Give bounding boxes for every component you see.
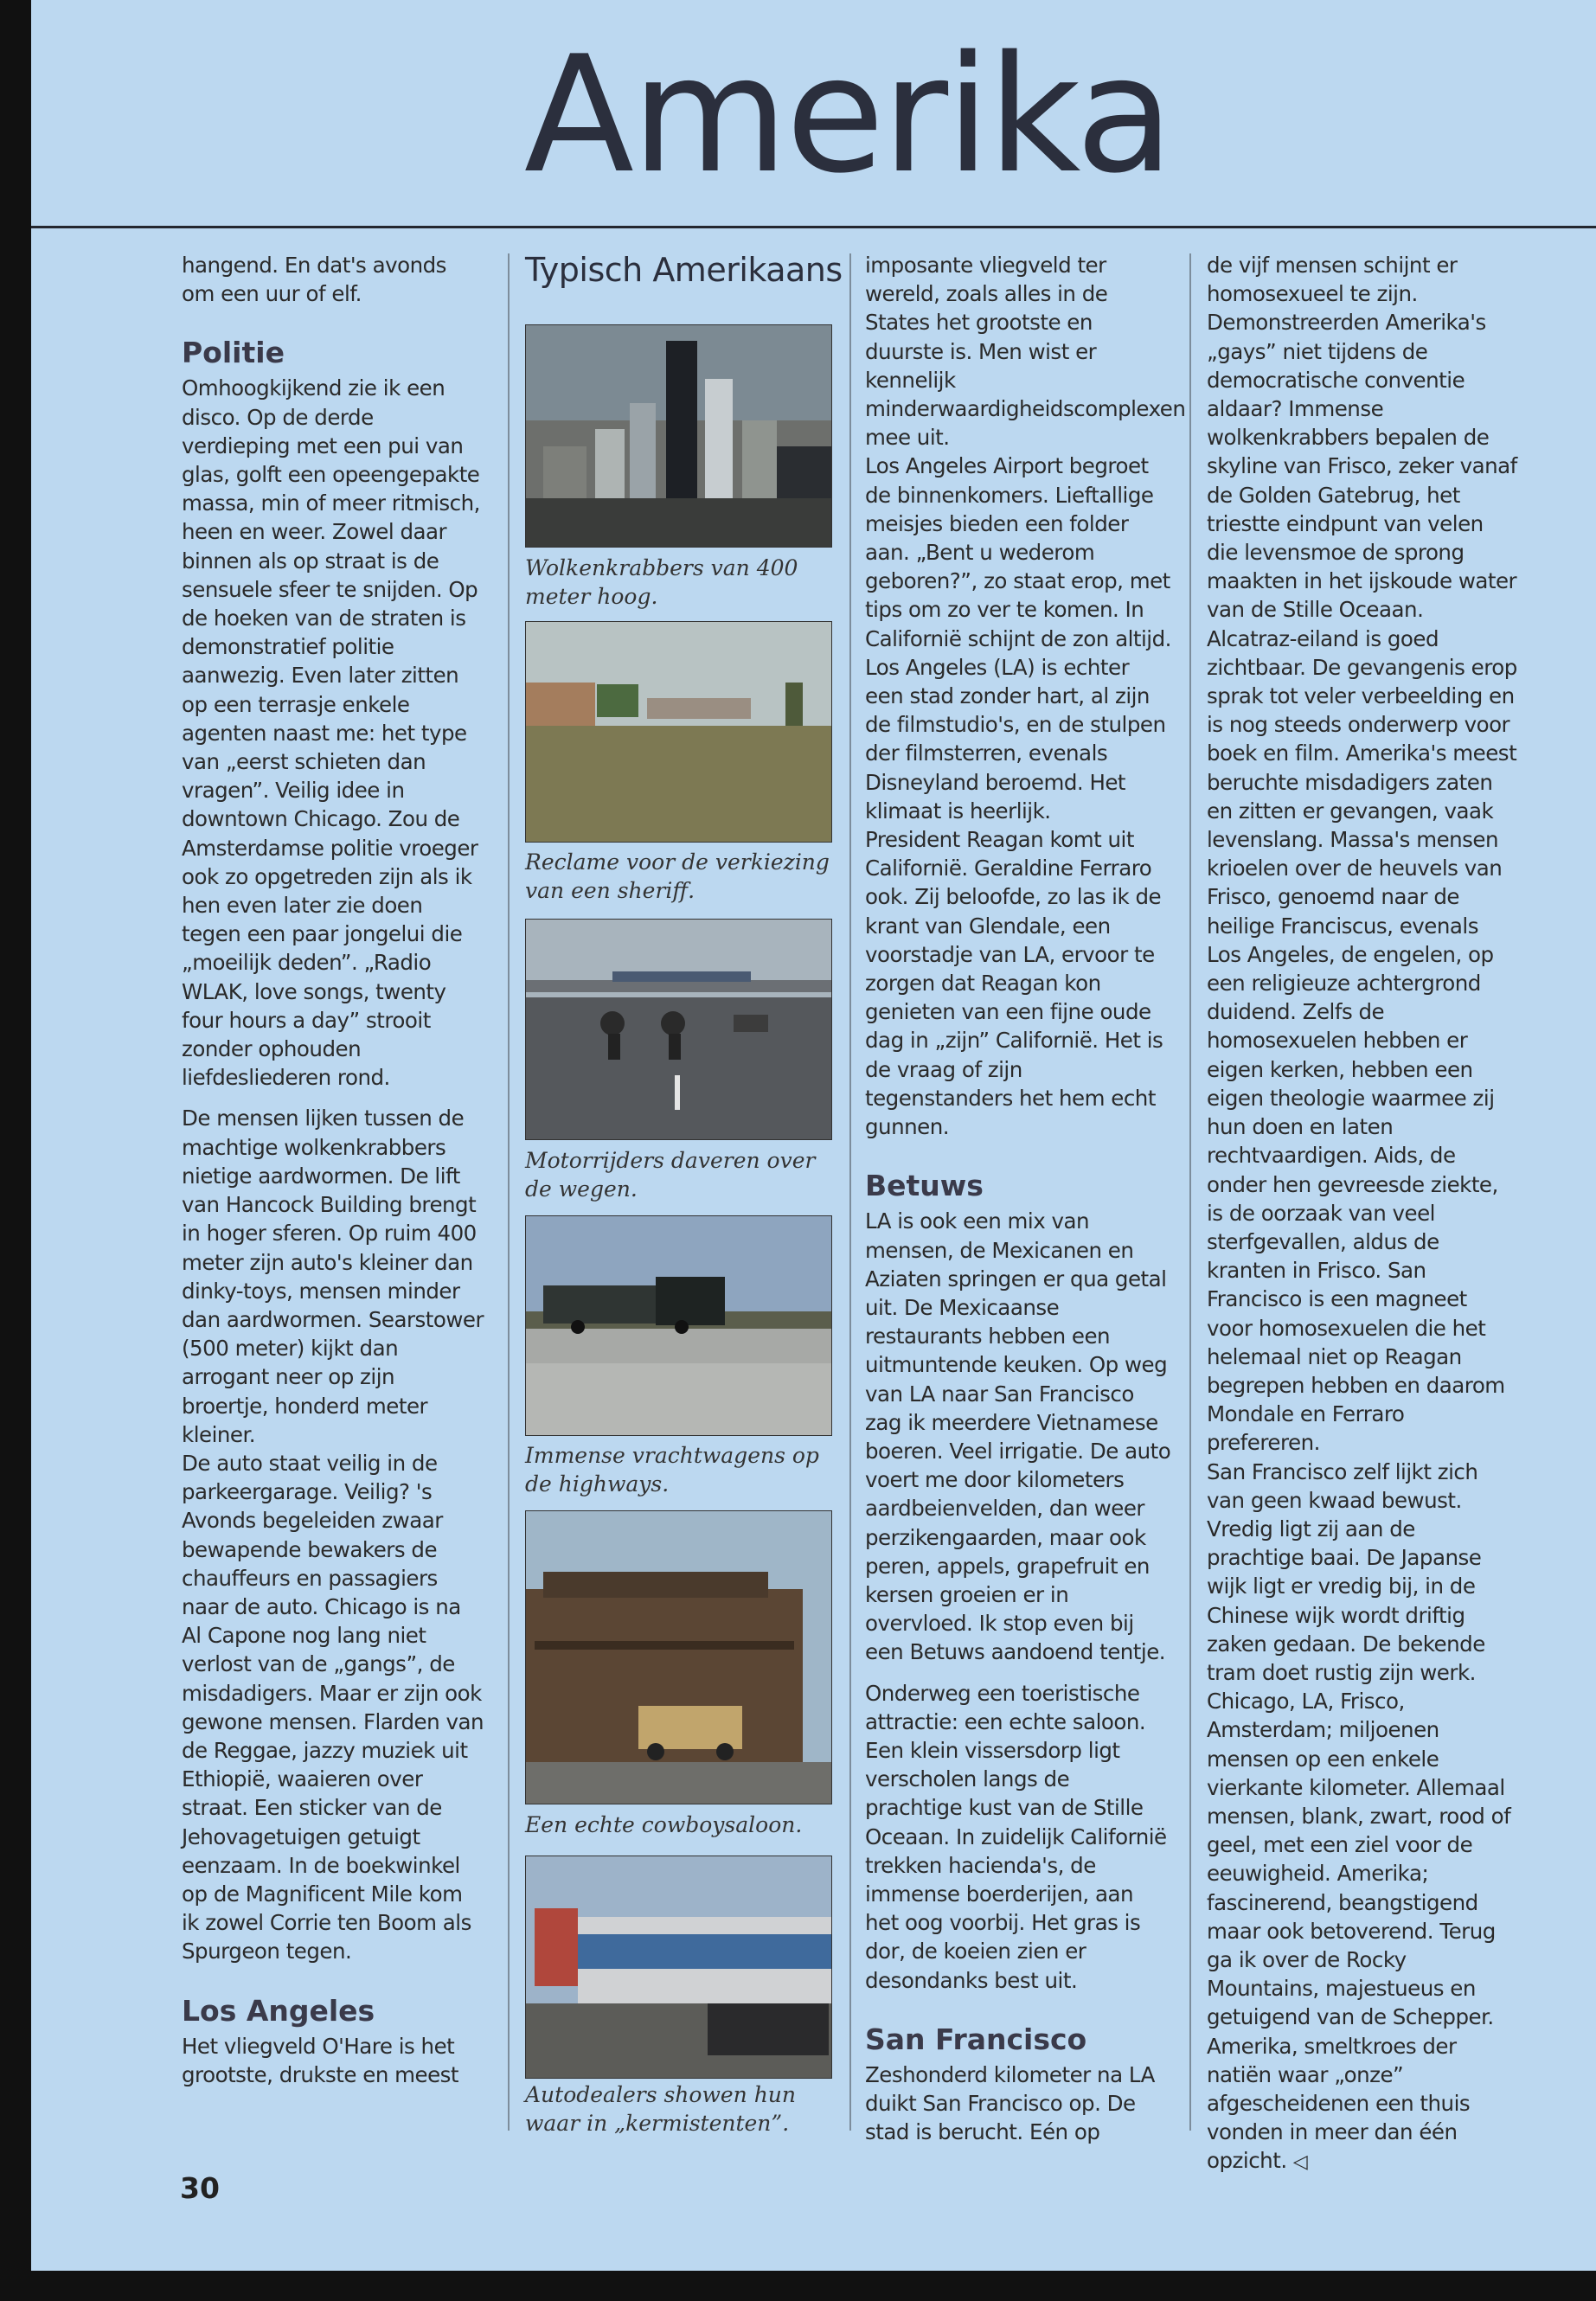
col3-paragraph-3: President Reagan komt uit Californië. Geraldine Ferraro ook. Zij beloofde, zo las ik de krant van Glendale, een voorstadje van LA, ervoor te zorgen dat Reagan kon genieten van een fijne oude dag in „zijn” Californië. Het is de vraag of zijn tegenstanders het hem echt gunnen. xyxy=(865,827,1163,1140)
photo-skyscrapers xyxy=(525,324,832,548)
col4-paragraph-2 xyxy=(1207,1458,1518,2177)
title-rule xyxy=(31,226,1596,228)
col1-paragraph-2: Omhoogkijkend zie ik een disco. Op de derde verdieping met een pui van glas, golft een opeengepakte massa, min of meer ritmisch, heen en weer. Zowel daar binnen als op straat is de sensuele sfeer te snijden. Op de hoeken van de straten is demonstratief politie aanwezig. Even later zitten op een terrasje enkele agenten naast me: het type van „eerst schieten dan vragen”. Veilig idee in downtown Chicago. Zou de Amsterdamse politie vroeger ook zo opgetreden zijn als ik hen even later zie doen tegen een paar jongelui die „moeilijk deden”. „Radio WLAK, love songs, twenty four hours a day” strooit zonder ophouden liefdesliederen rond. xyxy=(182,375,480,1091)
col4-paragraph-1: de vijf mensen schijnt er homosexueel te zijn. Demonstreerden Amerika's „gays” niet tijdens de democratische conventie aldaar? Immense wolkenkrabbers bepalen de skyline van Frisco, zeker vanaf de Golden Gatebrug, het triestte eindpunt van velen die levensmoe de sprong maakten in het ijskoude water van de Stille Oceaan. Alcatraz-eiland is goed zichtbaar. De gevangenis erop sprak tot veler verbeelding en is nog steeds onderwerp voor boek en film. Amerika's meest beruchte misdadigers zaten en zitten er gevangen, vaak levenslang. Massa's mensen krioelen over de heuvels van Frisco, genoemd naar de heilige Franciscus, evenals Los Angeles, de engelen, op een religieuze achtergrond duidend. Zelfs de homosexuelen hebben er eigen kerken, hebben een eigen theologie waarmee zij hun doen en laten rechtvaardigen. Aids, de onder hen gevreesde ziekte, is de oorzaak van veel sterfgevallen, aldus de kranten in Frisco. San Francisco is een magneet voor homosexuelen die het helemaal niet op Reagan begrepen hebben en daarom Mondale en Ferraro prefereren. xyxy=(1207,253,1517,1456)
trucks-image xyxy=(526,1216,832,1436)
motorcyclists-image xyxy=(526,920,832,1140)
scan-left-border xyxy=(0,0,31,2301)
heading-los-angeles: Los Angeles xyxy=(182,1993,375,2028)
caption-1: Wolkenkrabbers van 400 meter hoog. xyxy=(525,555,798,609)
skyscrapers-image xyxy=(526,325,832,548)
billboard-image xyxy=(526,622,832,843)
page-title: Amerika xyxy=(523,21,1172,208)
col4-paragraph-2-text: San Francisco zelf lijkt zich van geen kwaad bewust. Vredig ligt zij aan de prachtige baai. De Japanse wijk ligt er vredig bij, in de Chinese wijk wordt driftig zaken gedaan. De bekende tram doet rustig zijn werk. Chicago, LA, Frisco, Amsterdam; miljoenen mensen op een enkele vierkante kilometer. Allemaal mensen, blank, zwart, rood of geel, met een ziel voor de eeuwigheid. Amerika; fascinerend, beangstigend maar ook betoverend. Terug ga ik over de Rocky Mountains, majestueus en getuigend van de Schepper. Amerika, smeltkroes der natiën waar „onze” afgescheidenen een thuis vonden in meer dan één opzicht. xyxy=(1207,1458,1511,2174)
section-heading-typisch-amerikaans: Typisch Amerikaans xyxy=(525,251,843,289)
col1-paragraph-3: De mensen lijken tussen de machtige wolkenkrabbers nietige aardwormen. De lift van Hancock Building brengt in hoger sferen. Op ruim 400 meter zijn auto's kleiner dan dinky-toys, mensen minder dan aardwormen. Searstower (500 meter) kijkt dan arrogant neer op zijn broertje, honderd meter kleiner. xyxy=(182,1106,484,1447)
car-dealer-image xyxy=(526,1856,832,2079)
photo-motorcyclists xyxy=(525,919,832,1140)
photo-car-dealer xyxy=(525,1856,832,2079)
caption-4: Immense vrachtwagens op de highways. xyxy=(525,1443,819,1497)
photo-saloon xyxy=(525,1510,832,1804)
saloon-image xyxy=(526,1511,832,1804)
caption-2: Reclame voor de verkiezing van een sheriff. xyxy=(525,849,830,903)
page-number: 30 xyxy=(180,2171,220,2205)
heading-san-francisco: San Francisco xyxy=(865,2022,1087,2056)
col1-paragraph-5: Het vliegveld O'Hare is het grootste, drukste en meest xyxy=(182,2033,459,2087)
column-divider xyxy=(849,253,851,2131)
caption-3: Motorrijders daveren over de wegen. xyxy=(525,1148,816,1202)
col1-paragraph-4: De auto staat veilig in de parkeergarage. Veilig? 's Avonds begeleiden zwaar bewapende bewakers de chauffeurs en passagiers naar de auto. Chicago is na Al Capone nog lang niet verlost van de „gangs”, de misdadigers. Maar er zijn ook gewone mensen. Flarden van de Reggae, jazzy muziek uit Ethiopië, waaieren over straat. Een sticker van de Jehovagetuigen getuigt eenzaam. In de boekwinkel op de Magnificent Mile kom ik zowel Corrie ten Boom als Spurgeon tegen. xyxy=(182,1450,484,1965)
col3-paragraph-2: Los Angeles Airport begroet de binnenkomers. Lieftallige meisjes bieden een folder aan. „Bent u wederom geboren?”, zo staat erop, met tips om zo ver te komen. In Californië schijnt de zon altijd. Los Angeles (LA) is echter een stad zonder hart, al zijn de filmstudio's, en de stulpen der filmsterren, evenals Disneyland beroemd. Het klimaat is heerlijk. xyxy=(865,453,1171,824)
column-divider xyxy=(1189,253,1191,2131)
column-3 xyxy=(865,251,1186,2146)
scan-bottom-border xyxy=(0,2271,1596,2301)
column-1 xyxy=(182,251,484,2089)
heading-politie: Politie xyxy=(182,336,285,370)
col1-paragraph-1: hangend. En dat's avonds om een uur of elf. xyxy=(182,253,446,307)
photo-billboard xyxy=(525,621,832,843)
col3-paragraph-4: LA is ook een mix van mensen, de Mexicanen en Aziaten springen er qua getal uit. De Mexicaanse restaurants hebben een uitmuntende keuken. Op weg van LA naar San Francisco zag ik meerdere Vietnamese boeren. Veel irrigatie. De auto voert me door kilometers aardbeienvelden, dan weer perzikengaarden, maar ook peren, appels, grapefruit en kersen groeien er in overvloed. Ik stop even bij een Betuws aandoend tentje. xyxy=(865,1208,1171,1665)
photo-trucks xyxy=(525,1215,832,1436)
caption-5: Een echte cowboysaloon. xyxy=(525,1812,803,1837)
column-divider xyxy=(508,253,510,2131)
column-4 xyxy=(1207,251,1518,2177)
col3-paragraph-5: Onderweg een toeristische attractie: een echte saloon. Een klein vissersdorp ligt verscholen langs de prachtige kust van de Stille Oceaan. In zuidelijk Californië trekken hacienda's, de immense boerderijen, aan het oog voorbij. Het gras is dor, de koeien zien er desondanks best uit. xyxy=(865,1680,1167,1993)
end-mark-icon: ◁ xyxy=(1292,2151,1308,2174)
col3-paragraph-6: Zeshonderd kilometer na LA duikt San Francisco op. De stad is berucht. Eén op xyxy=(865,2061,1155,2145)
col3-paragraph-1: imposante vliegveld ter wereld, zoals alles in de States het grootste en duurste is. Men wist er kennelijk minderwaardigheidscomplexen mee uit. xyxy=(865,253,1186,451)
heading-betuws: Betuws xyxy=(865,1169,984,1203)
caption-6: Autodealers showen hun waar in „kermistenten”. xyxy=(525,2082,797,2136)
